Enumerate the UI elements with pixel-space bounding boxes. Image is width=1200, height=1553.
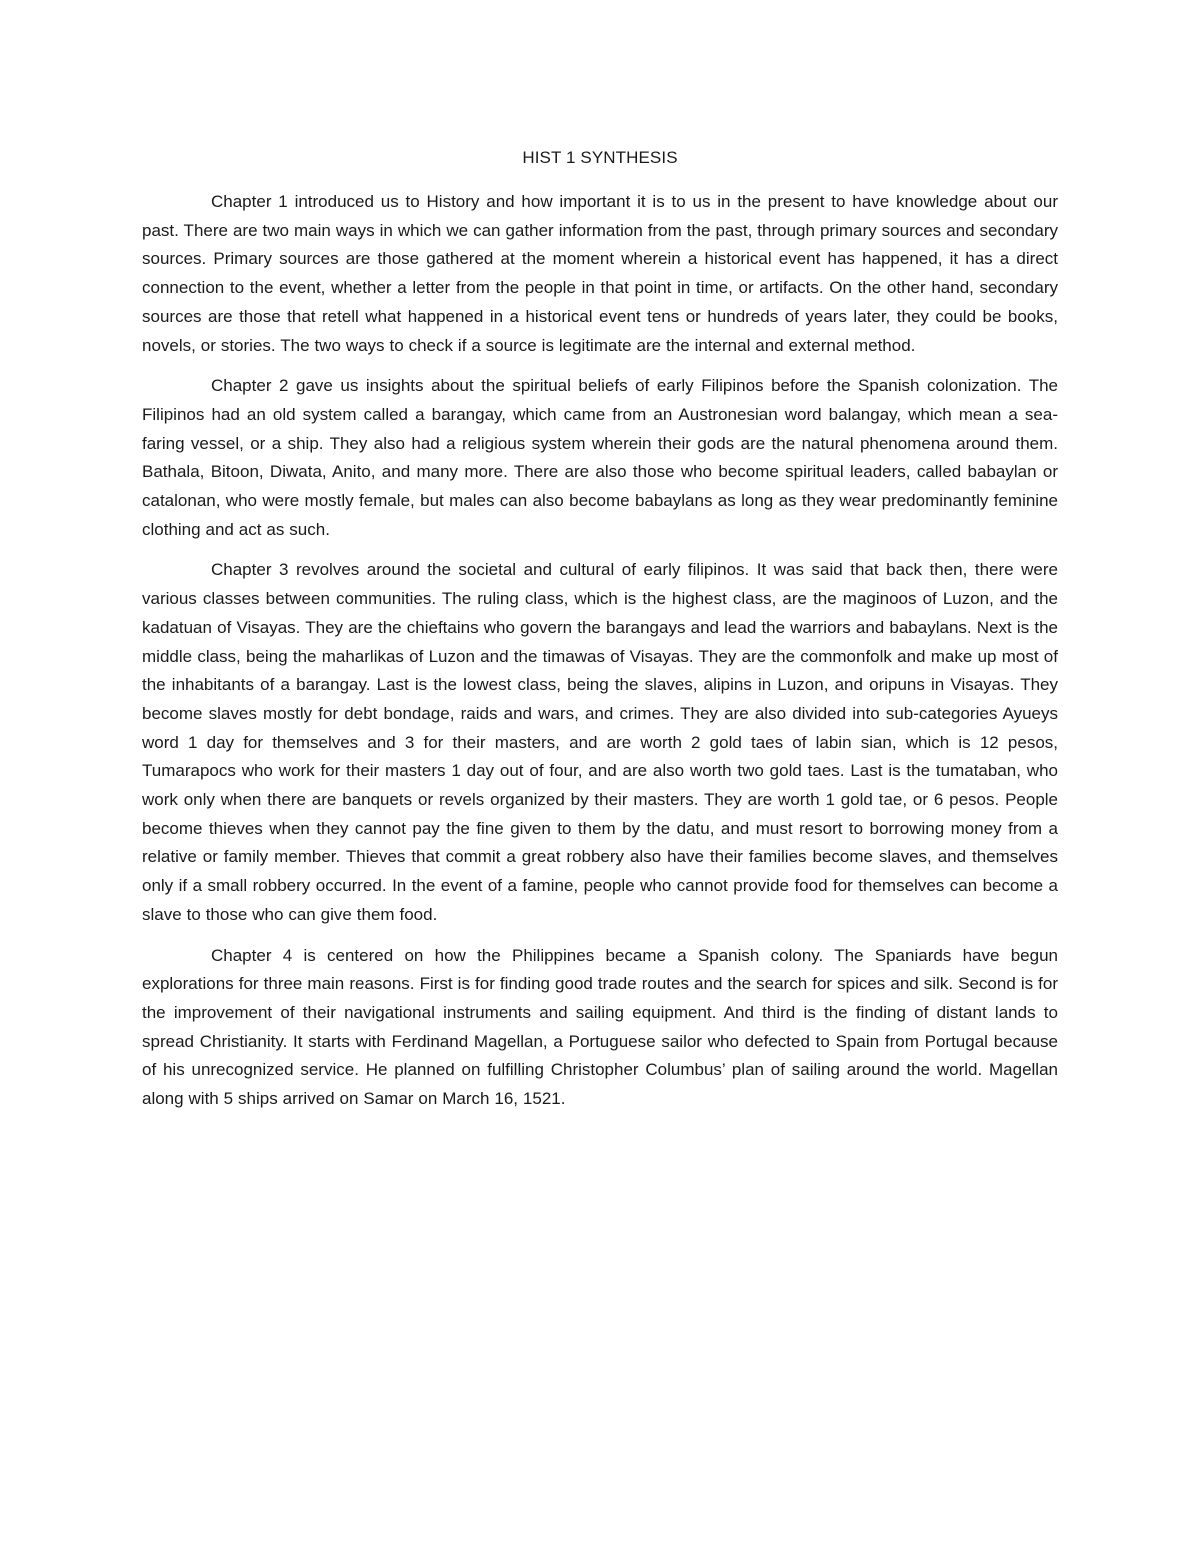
paragraph-chapter-4: Chapter 4 is centered on how the Philippines became a Spanish colony. The Spaniards have begun explorations for three main reasons. First is for finding good trade routes and the search for spices and silk. Second is for the improvement of their navigational instruments and sailing equipment. And third is the finding of distant lands to spread Christianity. It starts with Ferdinand Magellan, a Portuguese sailor who defected to Spain from Portugal because of his unrecognized service. He planned on fulfilling Christopher Columbus’ plan of sailing around the world. Magellan along with 5 ships arrived on Samar on March 16, 1521. [142,945,1058,1109]
paragraph-chapter-2: Chapter 2 gave us insights about the spiritual beliefs of early Filipinos before the Spanish colonization. The Filipinos had an old system called a barangay, which came from an Austronesian word balangay, which mean a sea-faring vessel, or a ship. They also had a religious system wherein their gods are the natural phenomena around them. Bathala, Bitoon, Diwata, Anito, and many more. There are also those who become spiritual leaders, called babaylan or catalonan, who were mostly female, but males can also become babaylans as long as they wear predominantly feminine clothing and act as such. [142,376,1058,539]
paragraph-chapter-3: Chapter 3 revolves around the societal and cultural of early filipinos. It was said that back then, there were various classes between communities. The ruling class, which is the highest class, are the maginoos of Luzon, and the kadatuan of Visayas. They are the chieftains who govern the barangays and lead the warriors and babaylans. Next is the middle class, being the maharlikas of Luzon and the timawas of Visayas. They are the commonfolk and make up most of the inhabitants of a barangay. Last is the lowest class, being the slaves, alipins in Luzon, and oripuns in Visayas. They become slaves mostly for debt bondage, raids and wars, and crimes. They are also divided into sub-categories Ayueys word 1 day for themselves and 3 for their masters, and are worth 2 gold taes of labin sian, which is 12 pesos, Tumarapocs who work for their masters 1 day out of four, and are also worth two gold taes. Last is the tumataban, who work only when there are banquets or revels organized by their masters. They are worth 1 gold tae, or 6 pesos. People become thieves when they cannot pay the fine given to them by the datu, and must resort to borrowing money from a relative or family member. Thieves that commit a great robbery also have their families become slaves, and themselves only if a small robbery occurred. In the event of a famine, people who cannot provide food for themselves can become a slave to those who can give them food. [142,560,1058,924]
paragraph-chapter-1: Chapter 1 introduced us to History and how important it is to us in the present to have knowledge about our past. There are two main ways in which we can gather information from the past, through primary sources and secondary sources. Primary sources are those gathered at the moment wherein a historical event has happened, it has a direct connection to the event, whether a letter from the people in that point in time, or artifacts. On the other hand, secondary sources are those that retell what happened in a historical event tens or hundreds of years later, they could be books, novels, or stories. The two ways to check if a source is legitimate are the internal and external method. [142,192,1058,355]
document-body [142,144,1058,1126]
document-title: HIST 1 SYNTHESIS [522,148,678,167]
